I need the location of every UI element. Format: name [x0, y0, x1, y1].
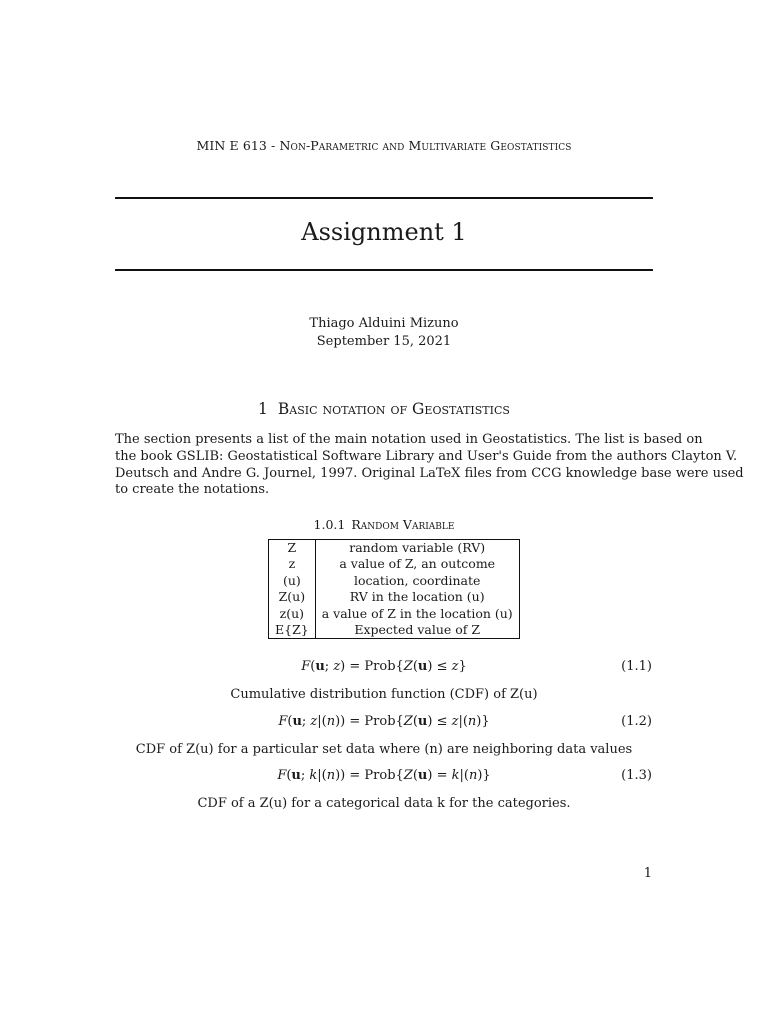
notation-symbol: Z(u) — [269, 589, 316, 605]
equation-1-2: F(u; z|(n)) = Prob{Z(u) ≤ z|(n)} — [278, 714, 490, 729]
section-title: Basic notation of Geostatistics — [277, 400, 510, 418]
title-rule-top — [115, 197, 653, 199]
subsection-number: 1.0.1 — [313, 517, 346, 532]
paragraph-line: The section presents a list of the main notation used in Geostatistics. The list is based on — [115, 432, 703, 447]
equation-1-3: F(u; k|(n)) = Prob{Z(u) = k|(n)} — [277, 768, 491, 783]
course-header: MIN E 613 - Non-Parametric and Multivariate Geostatistics — [196, 138, 572, 153]
equation-caption: CDF of a Z(u) for a categorical data k for the categories. — [197, 796, 571, 811]
equation-number: (1.2) — [621, 714, 652, 729]
paragraph-line: the book GSLIB: Geostatistical Software Library and User's Guide from the authors Clayton V. — [115, 448, 738, 464]
equation-caption: CDF of Z(u) for a particular set data where (n) are neighboring data values — [135, 742, 633, 757]
notation-symbol: E{Z} — [269, 622, 316, 639]
intro-paragraph — [115, 432, 744, 499]
table-row — [269, 589, 520, 605]
notation-description: a value of Z in the location (u) — [321, 605, 513, 621]
subsection-heading — [0, 517, 768, 532]
notation-symbol: Z — [269, 540, 316, 557]
table-row — [269, 540, 520, 557]
notation-description: RV in the location (u) — [349, 589, 485, 605]
table-row — [269, 606, 520, 622]
equation-caption: Cumulative distribution function (CDF) of Z(u) — [230, 687, 538, 702]
equation-1-1: F(u; z) = Prob{Z(u) ≤ z} — [301, 659, 467, 674]
equation-number: (1.1) — [621, 659, 652, 674]
author-name: Thiago Alduini Mizuno — [309, 316, 459, 331]
notation-description: a value of Z, an outcome — [339, 556, 496, 572]
notation-description: random variable (RV) — [349, 540, 486, 555]
paragraph-line: Deutsch and Andre G. Journel, 1997. Original LaTeX files from CCG knowledge base were used — [115, 465, 744, 481]
page-number: 1 — [643, 866, 652, 881]
table-row — [269, 573, 520, 589]
notation-description: Expected value of Z — [354, 622, 481, 638]
document-date: September 15, 2021 — [316, 334, 452, 349]
title-rule-bottom — [115, 269, 653, 271]
table-row — [269, 622, 520, 639]
notation-description: location, coordinate — [353, 572, 481, 588]
notation-symbol: z — [269, 556, 316, 572]
notation-symbol: z(u) — [269, 606, 316, 622]
table-row — [269, 556, 520, 572]
notation-table — [268, 539, 520, 639]
paragraph-line: to create the notations. — [115, 482, 270, 498]
equation-number: (1.3) — [621, 768, 652, 783]
notation-symbol: (u) — [269, 573, 316, 589]
section-heading — [0, 400, 768, 418]
subsection-title: Random Variable — [351, 517, 455, 532]
section-number: 1 — [258, 400, 268, 418]
document-title: Assignment 1 — [301, 218, 467, 246]
